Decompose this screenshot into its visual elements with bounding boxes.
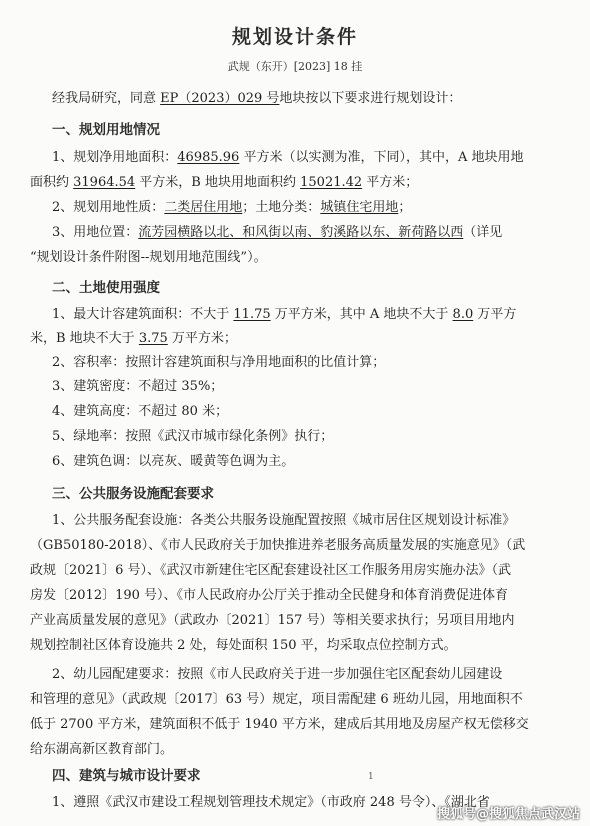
section-3-item-1-l3 xyxy=(30,558,540,583)
s1-p3-text-a: 3、用地位置： xyxy=(52,225,139,240)
s3-p2-line-3: 低于 2700 平方米，建筑面积不低于 1940 平方米，建成后其用地及房屋产权无偿移交 xyxy=(30,717,529,732)
section-2-item-1-cont xyxy=(30,326,540,351)
s1-p2-text-a: 2、规划用地性质： xyxy=(52,200,165,215)
document-title: 规划设计条件 xyxy=(231,26,358,48)
intro-text-a: 经我局研究，同意 xyxy=(52,91,161,106)
section-4-heading: 四、建筑与城市设计要求 xyxy=(52,768,201,784)
section-2-item-2 xyxy=(52,350,562,375)
s2-p1-text-e: 万平方米； xyxy=(167,331,237,346)
s1-p3-text-b: （详见 xyxy=(463,225,503,240)
s2-p1-text-c: 万平方 xyxy=(473,307,517,322)
s2-p1-text-d: 米，B 地块不大于 xyxy=(30,331,139,346)
section-2-item-5 xyxy=(52,424,562,449)
section-3-item-2-l3 xyxy=(30,712,540,737)
s3-p1-line-1: 1、公共服务配套设施：各类公共服务设施配置按照《城市居住区规划设计标准》 xyxy=(52,513,516,528)
s2-p1-text-a: 1、最大计容建筑面积：不大于 xyxy=(52,307,234,322)
s3-p1-line-2: （GB50180-2018）、《市人民政府关于加快推进养老服务高质量发展的实施意见》（武 xyxy=(30,538,526,553)
plot-b-area: 15021.42 xyxy=(300,175,363,190)
section-3-heading: 三、公共服务设施配套要求 xyxy=(52,486,214,502)
s3-p2-line-1: 2、幼儿园配建要求：按照《市人民政府关于进一步加强住宅区配套幼儿园建设 xyxy=(52,667,503,682)
s1-p1-text-c: 面积约 xyxy=(30,175,74,190)
s1-p1-text-e: 平方米； xyxy=(362,175,419,190)
s1-p3-text-c: “规划设计条件附图--规划用地范围线”）。 xyxy=(30,250,267,265)
s3-p1-line-4: 房发〔2012〕190 号）、《市人民政府办公厅关于推动全民健身和体育消费促进体育 xyxy=(30,588,509,603)
land-use-nature: 二类居住用地 xyxy=(164,200,243,215)
land-classification: 城镇住宅用地 xyxy=(320,200,399,215)
section-3 xyxy=(52,482,562,507)
section-3-item-2 xyxy=(52,662,562,687)
s3-p1-line-5: 产业高质量发展的意见》（武政办〔2021〕157 号）等相关要求执行；另项目用地内 xyxy=(30,613,515,628)
section-2-item-4 xyxy=(52,399,562,424)
plot-code: EP（2023）029 号 xyxy=(160,91,280,106)
section-1-item-2 xyxy=(52,195,562,220)
section-3-item-2-l2 xyxy=(30,687,540,712)
net-land-area: 46985.96 xyxy=(177,150,240,165)
intro-paragraph xyxy=(52,86,562,111)
land-location: 流芳园横路以北、和风街以南、豹溪路以东、新荷路以西 xyxy=(138,225,464,240)
s2-p1-text-b: 万平方米，其中 A 地块不大于 xyxy=(270,307,453,322)
section-1 xyxy=(52,118,562,143)
plot-a-floor-area: 8.0 xyxy=(452,307,474,322)
page-number: 1 xyxy=(368,772,374,782)
section-1-item-3-cont xyxy=(30,245,540,270)
section-1-item-3 xyxy=(52,220,562,245)
building-color: 6、建筑色调：以亮灰、暖黄等色调为主。 xyxy=(52,454,295,469)
building-density: 3、建筑密度：不超过 35%； xyxy=(52,379,224,394)
max-floor-area: 11.75 xyxy=(233,307,271,322)
section-3-item-1-l4 xyxy=(30,583,540,608)
s1-p2-text-c: ； xyxy=(398,200,412,215)
green-ratio: 5、绿地率：按照《武汉市城市绿化条例》执行； xyxy=(52,429,334,444)
floor-area-ratio: 2、容积率：按照计容建筑面积与净用地面积的比值计算； xyxy=(52,355,386,370)
s1-p1-text-d: 平方米，B 地块用地面积约 xyxy=(135,175,301,190)
plot-b-floor-area: 3.75 xyxy=(138,331,168,346)
section-3-item-2-l4 xyxy=(30,737,540,762)
s1-p1-text-a: 1、规划净用地面积： xyxy=(52,150,178,165)
section-3-item-1 xyxy=(52,508,562,533)
s3-p1-line-3: 政规〔2021〕6 号）、《武汉市新建住宅区配套建设社区工作服务用房实施办法》（武 xyxy=(30,563,511,578)
s3-p1-line-6: 规划控制社区体育设施共 2 处，每处面积 150 平，均采取点位控制方式。 xyxy=(30,638,457,653)
section-3-item-1-l2 xyxy=(30,533,540,558)
section-2 xyxy=(52,276,562,301)
watermark: 搜狐号@搜狐焦点武汉站 xyxy=(436,807,580,822)
section-1-item-1-cont xyxy=(30,170,540,195)
plot-a-area: 31964.54 xyxy=(73,175,136,190)
s1-p2-text-b: ；土地分类： xyxy=(242,200,321,215)
s4-p1-line-1: 1、遵照《武汉市建设工程规划管理技术规定》（市政府 248 号令）、《湖北省 xyxy=(52,795,490,810)
section-4 xyxy=(52,764,562,789)
section-3-item-1-l5 xyxy=(30,608,540,633)
document-number: 武规（东开）[2023] 18 挂 xyxy=(227,60,363,73)
section-2-item-1 xyxy=(52,302,562,327)
s1-p1-text-b: 平方米（以实测为准，下同），其中，A 地块用地 xyxy=(239,150,524,165)
section-2-heading: 二、土地使用强度 xyxy=(52,280,160,296)
section-1-heading: 一、规划用地情况 xyxy=(52,122,160,138)
intro-text-b: 地块按以下要求进行规划设计： xyxy=(279,91,462,106)
s3-p2-line-2: 和管理的意见》（武政规〔2017〕63 号）规定，项目需配建 6 班幼儿园，用地面积不 xyxy=(30,692,523,707)
s3-p2-line-4: 给东湖高新区教育部门。 xyxy=(30,742,174,757)
section-1-item-1 xyxy=(52,145,562,170)
section-2-item-6 xyxy=(52,449,562,474)
building-height: 4、建筑高度：不超过 80 米； xyxy=(52,404,229,419)
section-2-item-3 xyxy=(52,374,562,399)
section-3-item-1-l6 xyxy=(30,633,540,658)
